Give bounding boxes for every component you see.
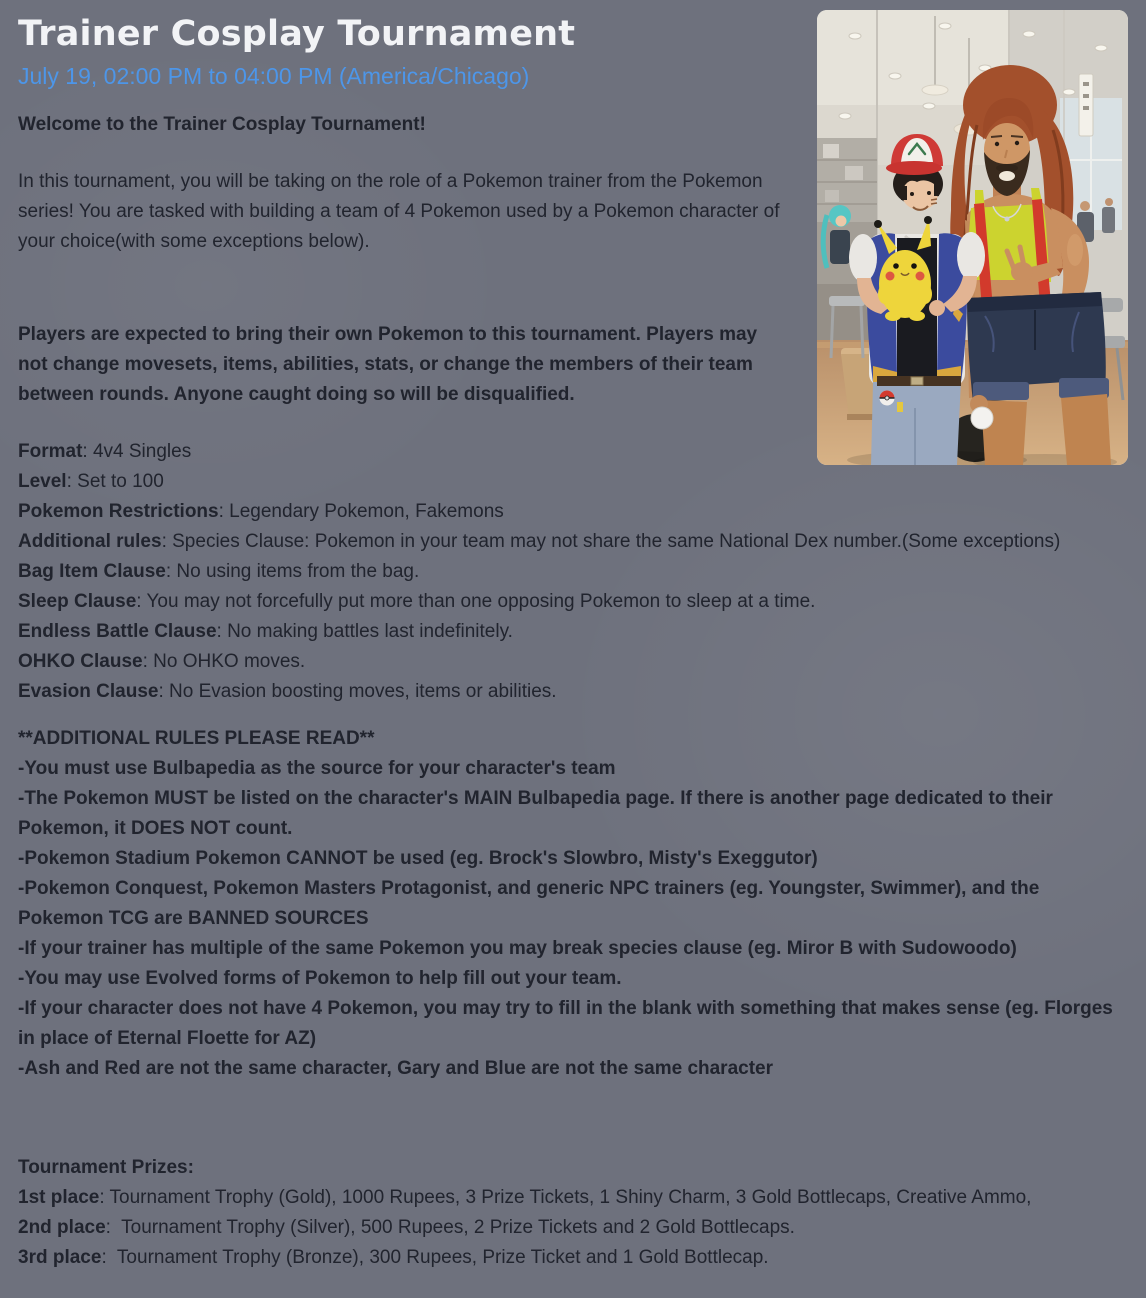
rule-sleep: Sleep Clause: You may not forcefully put more than one opposing Pokemon to sleep at a time. bbox=[18, 591, 816, 612]
page-title: Trainer Cosplay Tournament bbox=[18, 14, 576, 54]
additional-rule-item: -You may use Evolved forms of Pokemon to help fill out your team. bbox=[18, 968, 622, 989]
prize-third-place: 3rd place: Tournament Trophy (Bronze), 300 Rupees, Prize Ticket and 1 Gold Bottlecap. bbox=[18, 1247, 769, 1268]
rule-restrictions: Pokemon Restrictions: Legendary Pokemon, Fakemons bbox=[18, 501, 504, 522]
additional-rule-item: -You must use Bulbapedia as the source for your character's team bbox=[18, 758, 616, 779]
additional-rule-item: -Pokemon Stadium Pokemon CANNOT be used (eg. Brock's Slowbro, Misty's Exeggutor) bbox=[18, 848, 818, 869]
prizes-heading: Tournament Prizes: bbox=[18, 1157, 194, 1178]
rule-evasion: Evasion Clause: No Evasion boosting moves, items or abilities. bbox=[18, 681, 557, 702]
rule-format: Format: 4v4 Singles bbox=[18, 441, 192, 462]
rule-additional: Additional rules: Species Clause: Pokemon in your team may not share the same National Dex number.(Some exceptions) bbox=[18, 531, 1061, 552]
additional-rules-heading: **ADDITIONAL RULES PLEASE READ** bbox=[18, 728, 375, 749]
event-datetime: July 19, 02:00 PM to 04:00 PM (America/Chicago) bbox=[18, 63, 530, 89]
player-notice: Players are expected to bring their own Pokemon to this tournament. Players may not change movesets, items, abilities, stats, or change the members of their team between rounds. Anyone caught doing so will be disqualified. bbox=[18, 324, 758, 405]
rule-ohko: OHKO Clause: No OHKO moves. bbox=[18, 651, 306, 672]
additional-rules-section bbox=[18, 724, 1128, 1084]
cosplay-photo-illustration bbox=[817, 10, 1128, 465]
welcome-heading: Welcome to the Trainer Cosplay Tournament! bbox=[18, 114, 426, 135]
rule-level: Level: Set to 100 bbox=[18, 471, 164, 492]
prize-second-place: 2nd place: Tournament Trophy (Silver), 500 Rupees, 2 Prize Tickets and 2 Gold Bottlecaps. bbox=[18, 1217, 795, 1238]
event-photo bbox=[817, 10, 1128, 465]
additional-rule-item: -If your trainer has multiple of the same Pokemon you may break species clause (eg. Miror B with Sudowoodo) bbox=[18, 938, 1017, 959]
additional-rule-item: -If your character does not have 4 Pokemon, you may try to fill in the blank with something that makes sense (eg. Florges in place of Eternal Floette for AZ) bbox=[18, 998, 1113, 1049]
rule-bag-item: Bag Item Clause: No using items from the bag. bbox=[18, 561, 420, 582]
additional-rule-item: -The Pokemon MUST be listed on the character's MAIN Bulbapedia page. If there is another page dedicated to their Pokemon, it DOES NOT count. bbox=[18, 788, 1053, 839]
prize-first-place: 1st place: Tournament Trophy (Gold), 1000 Rupees, 3 Prize Tickets, 1 Shiny Charm, 3 Gold Bottlecaps, Creative Ammo, bbox=[18, 1187, 1032, 1208]
rule-endless-battle: Endless Battle Clause: No making battles last indefinitely. bbox=[18, 621, 513, 642]
additional-rule-item: -Pokemon Conquest, Pokemon Masters Protagonist, and generic NPC trainers (eg. Youngster, Swimmer), and the Pokemon TCG are BANNED SOURCES bbox=[18, 878, 1040, 929]
intro-paragraph: In this tournament, you will be taking on the role of a Pokemon trainer from the Pokemon series! You are tasked with building a team of 4 Pokemon used by a Pokemon character of your choice(with some exceptions below). bbox=[18, 171, 780, 252]
prizes-section bbox=[18, 1153, 1128, 1273]
additional-rule-item: -Ash and Red are not the same character, Gary and Blue are not the same character bbox=[18, 1058, 773, 1079]
rules-list bbox=[18, 437, 1128, 707]
